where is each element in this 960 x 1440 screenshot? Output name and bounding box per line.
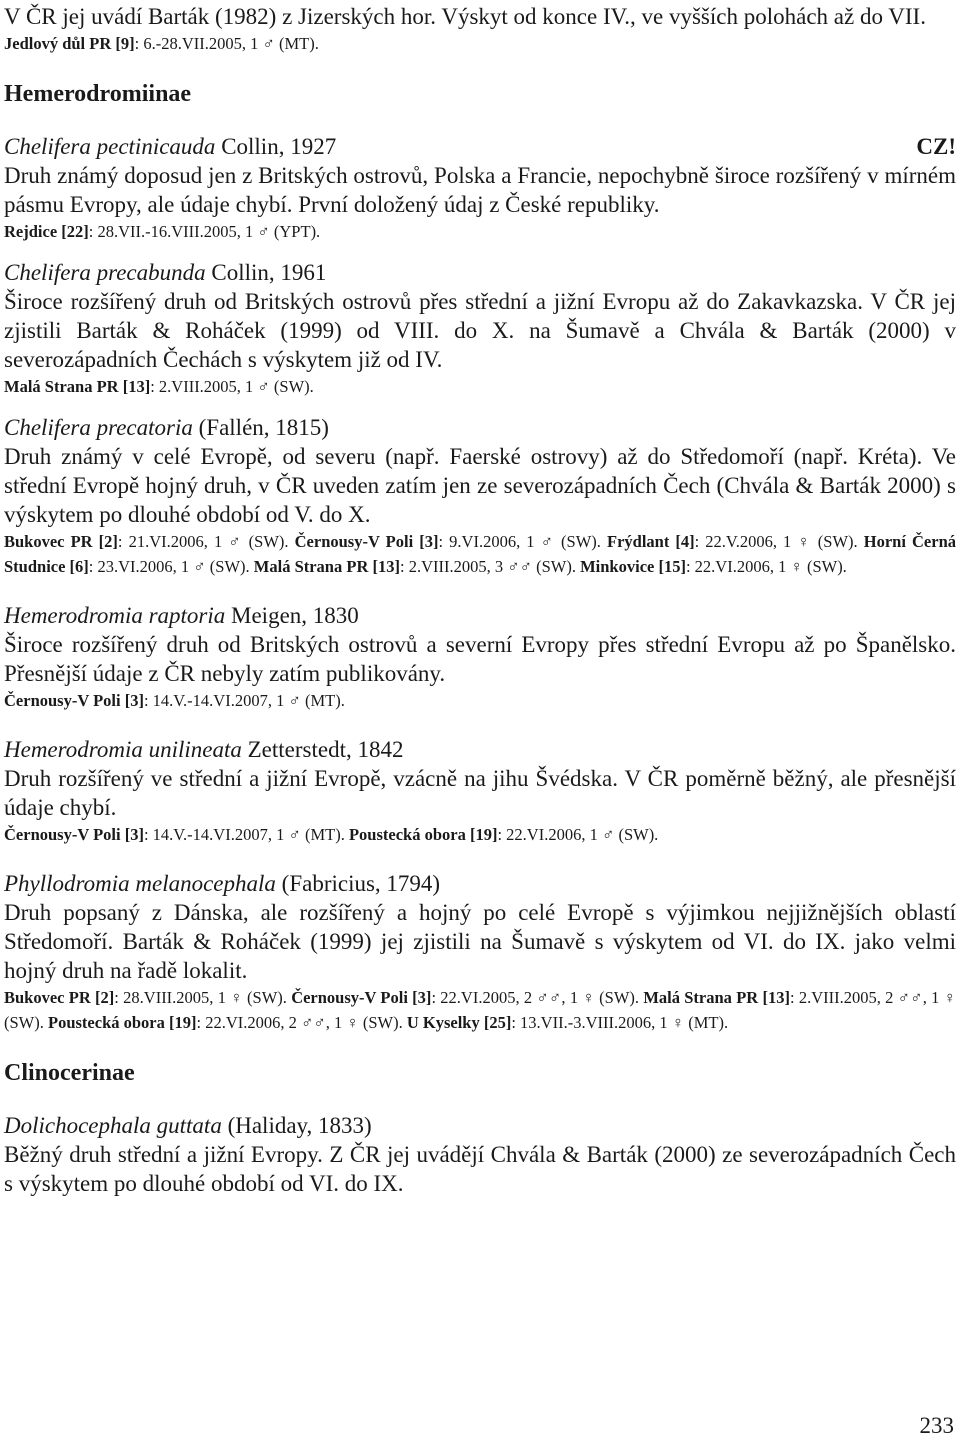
species-heading (4, 1111, 956, 1140)
paragraph: Druh známý v celé Evropě, od severu (např. Faerské ostrovy) až do Středomoří (např. Kréta). Ve střední Evropě hojný druh, v ČR uveden zatím jen ze severozápadních Čech (Chvála & Barták 2000) s výskytem po dlouhé období od V. do X. (4, 444, 956, 527)
paragraph: Druh popsaný z Dánska, ale rozšířený a hojný po celé Evropě s výjimkou nejjižnějších oblastí Středomoří. Barták & Roháček (1999) jej zjistili na Šumavě s výskytem od VI. do IX. jako velmi hojný druh na řadě lokalit. (4, 900, 956, 983)
species-heading (4, 869, 956, 898)
record-data: : 9.VI.2006, 1 ♂ (SW). (438, 532, 607, 551)
record-locality: Malá Strana PR [13] (4, 377, 151, 396)
material-records (4, 31, 956, 56)
record-data: : 22.VI.2006, 1 ♂ (SW). (497, 825, 659, 844)
spacer (4, 1035, 956, 1057)
record-locality: Frýdlant [4] (606, 532, 695, 551)
record-data: : 22.VI.2005, 2 ♂♂, 1 ♀ (SW). (431, 988, 644, 1007)
material-records (4, 985, 956, 1035)
subfamily-heading: Hemerodromiinae (4, 81, 192, 107)
material-records (4, 529, 956, 579)
record-data: : 14.V.-14.VI.2007, 1 ♂ (MT). (143, 825, 349, 844)
species-name: Chelifera precatoria (4, 415, 193, 440)
subfamily-heading: Clinocerinae (4, 1060, 135, 1086)
record-locality: Malá Strana PR [13] (643, 988, 790, 1007)
species-author: Collin, 1961 (211, 260, 327, 285)
spacer (4, 399, 956, 413)
record-locality: Bukovec PR [2] (4, 532, 118, 551)
spacer (4, 713, 956, 735)
paragraph: Běžný druh střední a jižní Evropy. Z ČR jej uvádějí Chvála & Barták (2000) ze severozápadních Čech s výskytem po dlouhé období od VI. do IX. (4, 1142, 956, 1196)
record-data: : 23.VI.2006, 1 ♂ (SW). (88, 557, 254, 576)
record-locality: Horní Černá Studnice [6] (4, 532, 956, 576)
paragraph: Široce rozšířený druh od Britských ostrovů a severní Evropy přes střední Evropu až po Španělsko. Přesnější údaje z ČR nebyly zatím publikovány. (4, 632, 956, 686)
species-author: Meigen, 1830 (231, 603, 359, 628)
material-records (4, 822, 956, 847)
species-author: (Fallén, 1815) (198, 415, 329, 440)
spacer (4, 847, 956, 869)
record-data: : 6.-28.VII.2005, 1 ♂ (MT). (134, 34, 319, 53)
species-name: Phyllodromia melanocephala (4, 871, 276, 896)
record-data: : 2.VIII.2005, 1 ♂ (SW). (150, 377, 314, 396)
spacer (4, 244, 956, 258)
record-data: : 2.VIII.2005, 3 ♂♂ (SW). (399, 557, 581, 576)
record-data: : 13.VII.-3.VIII.2006, 1 ♀ (MT). (511, 1013, 729, 1032)
species-name: Chelifera precabunda (4, 260, 206, 285)
spacer (4, 1089, 956, 1111)
record-locality: U Kyselky [25] (406, 1013, 512, 1032)
species-heading (4, 601, 956, 630)
record-data: : 22.VI.2006, 1 ♀ (SW). (685, 557, 847, 576)
spacer (4, 56, 956, 78)
record-locality: Malá Strana PR [13] (253, 557, 400, 576)
record-locality: Černousy-V Poli [3] (291, 988, 432, 1007)
record-locality: Černousy-V Poli [3] (4, 825, 144, 844)
paragraph: Široce rozšířený druh od Britských ostrovů přes střední a jižní Evropu až do Zakavkazska. V ČR jej zjistili Barták & Roháček (1999) od VIII. do X. na Šumavě a Chvála & Barták (2000) v severozápadních Čechách s výskytem již od IV. (4, 289, 956, 372)
record-locality: Černousy-V Poli [3] (4, 691, 144, 710)
record-data: : 22.V.2006, 1 ♀ (SW). (694, 532, 864, 551)
species-heading (4, 735, 956, 764)
material-records (4, 374, 956, 399)
record-locality: Minkovice [15] (580, 557, 686, 576)
page-body (4, 2, 956, 1198)
record-locality: Černousy-V Poli [3] (294, 532, 439, 551)
species-author: Collin, 1927 (221, 134, 337, 159)
material-records (4, 688, 956, 713)
record-locality: Rejdice [22] (4, 222, 89, 241)
spacer (4, 110, 956, 132)
species-heading (4, 258, 956, 287)
record-locality: Poustecká obora [19] (48, 1013, 197, 1032)
species-heading (4, 413, 956, 442)
record-data: : 2.VIII.2005, 2 ♂♂, 1 ♀ (SW). (4, 988, 957, 1032)
paragraph: V ČR jej uvádí Barták (1982) z Jizerských hor. Výskyt od konce IV., ve vyšších polohách až do VII. (4, 4, 926, 29)
record-locality: Poustecká obora [19] (348, 825, 498, 844)
record-data: : 28.VIII.2005, 1 ♀ (SW). (114, 988, 292, 1007)
species-name: Dolichocephala guttata (4, 1113, 222, 1138)
record-locality: Jedlový důl PR [9] (4, 34, 135, 53)
record-data: : 28.VII.-16.VIII.2005, 1 ♂ (YPT). (88, 222, 321, 241)
spacer (4, 579, 956, 601)
paragraph: Druh známý doposud jen z Britských ostrovů, Polska a Francie, nepochybně široce rozšířený v mírném pásmu Evropy, ale údaje chybí. První doložený údaj z České republiky. (4, 163, 956, 217)
species-author: Zetterstedt, 1842 (247, 737, 404, 762)
record-locality: Bukovec PR [2] (4, 988, 115, 1007)
species-author: (Haliday, 1833) (227, 1113, 372, 1138)
species-name: Chelifera pectinicauda (4, 134, 216, 159)
record-data: : 21.VI.2006, 1 ♂ (SW). (117, 532, 295, 551)
new-record-mark: CZ! (916, 134, 956, 159)
species-heading (4, 132, 956, 161)
record-data: : 22.VI.2006, 2 ♂♂, 1 ♀ (SW). (196, 1013, 407, 1032)
record-data: : 14.V.-14.VI.2007, 1 ♂ (MT). (143, 691, 345, 710)
species-name: Hemerodromia unilineata (4, 737, 242, 762)
species-author: (Fabricius, 1794) (281, 871, 441, 896)
material-records (4, 219, 956, 244)
paragraph: Druh rozšířený ve střední a jižní Evropě, vzácně na jihu Švédska. V ČR poměrně běžný, ale přesnější údaje chybí. (4, 766, 956, 820)
species-name: Hemerodromia raptoria (4, 603, 226, 628)
page-number: 233 (919, 1413, 954, 1438)
